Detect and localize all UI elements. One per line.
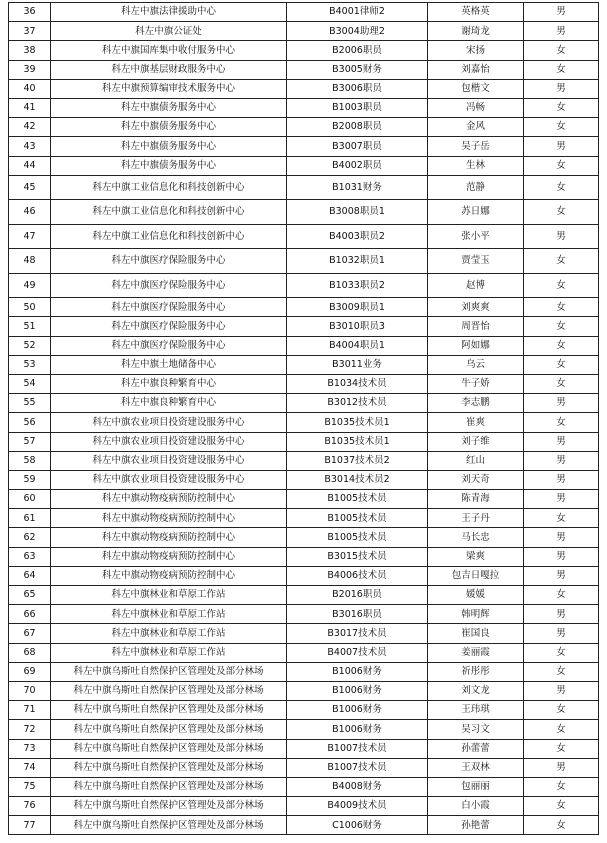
row-number-cell: 65 (9, 586, 51, 605)
position-cell: B4008财务 (287, 777, 428, 796)
table-row (9, 720, 599, 739)
row-number-cell: 52 (9, 336, 51, 355)
unit-cell: 科左中旗基层财政服务中心 (51, 60, 287, 79)
row-number-cell: 67 (9, 624, 51, 643)
sex-cell: 男 (524, 3, 599, 22)
sex-cell: 女 (524, 200, 599, 225)
unit-cell: 科左中旗良种繁育中心 (51, 394, 287, 413)
table-row (9, 470, 599, 489)
unit-cell: 科左中旗动物疫病预防控制中心 (51, 528, 287, 547)
row-number-cell: 38 (9, 41, 51, 60)
table-row (9, 374, 599, 393)
row-number-cell: 47 (9, 224, 51, 249)
name-cell: 乌云 (428, 355, 524, 374)
position-cell: B1006财务 (287, 681, 428, 700)
name-cell: 李志鹏 (428, 394, 524, 413)
table-row (9, 643, 599, 662)
table-row (9, 451, 599, 470)
sex-cell: 男 (524, 624, 599, 643)
row-number-cell: 64 (9, 566, 51, 585)
row-number-cell: 63 (9, 547, 51, 566)
name-cell: 陈青海 (428, 490, 524, 509)
unit-cell: 科左中旗动物疫病预防控制中心 (51, 566, 287, 585)
position-cell: B2008职员 (287, 118, 428, 137)
sex-cell: 男 (524, 605, 599, 624)
row-number-cell: 36 (9, 3, 51, 22)
name-cell: 包吉日嘎拉 (428, 566, 524, 585)
position-cell: B1006财务 (287, 701, 428, 720)
unit-cell: 科左中旗乌斯吐自然保护区管理处及部分林场 (51, 758, 287, 777)
unit-cell: 科左中旗乌斯吐自然保护区管理处及部分林场 (51, 681, 287, 700)
name-cell: 宋扬 (428, 41, 524, 60)
unit-cell: 科左中旗农业项目投资建设服务中心 (51, 432, 287, 451)
name-cell: 姜丽霞 (428, 643, 524, 662)
row-number-cell: 77 (9, 816, 51, 835)
row-number-cell: 72 (9, 720, 51, 739)
sex-cell: 女 (524, 249, 599, 274)
table-row (9, 118, 599, 137)
row-number-cell: 43 (9, 137, 51, 156)
position-cell: C1006财务 (287, 816, 428, 835)
sex-cell: 女 (524, 662, 599, 681)
name-cell: 崔国良 (428, 624, 524, 643)
unit-cell: 科左中旗良种繁育中心 (51, 374, 287, 393)
table-row (9, 22, 599, 41)
unit-cell: 科左中旗工业信息化和科技创新中心 (51, 200, 287, 225)
row-number-cell: 56 (9, 413, 51, 432)
table-row (9, 336, 599, 355)
sex-cell: 女 (524, 509, 599, 528)
sex-cell: 女 (524, 98, 599, 117)
sex-cell: 女 (524, 374, 599, 393)
unit-cell: 科左中旗林业和草原工作站 (51, 643, 287, 662)
name-cell: 王双林 (428, 758, 524, 777)
unit-cell: 科左中旗工业信息化和科技创新中心 (51, 175, 287, 200)
name-cell: 刘嘉怡 (428, 60, 524, 79)
table-row (9, 175, 599, 200)
name-cell: 马长忠 (428, 528, 524, 547)
position-cell: B1003职员 (287, 98, 428, 117)
sex-cell: 女 (524, 156, 599, 175)
unit-cell: 科左中旗农业项目投资建设服务中心 (51, 451, 287, 470)
position-cell: B1007技术员 (287, 739, 428, 758)
sex-cell: 女 (524, 701, 599, 720)
table-row (9, 273, 599, 298)
sex-cell: 男 (524, 432, 599, 451)
table-row (9, 739, 599, 758)
position-cell: B1037技术员2 (287, 451, 428, 470)
row-number-cell: 45 (9, 175, 51, 200)
table-row (9, 224, 599, 249)
row-number-cell: 59 (9, 470, 51, 489)
position-cell: B3016职员 (287, 605, 428, 624)
name-cell: 媛媛 (428, 586, 524, 605)
unit-cell: 科左中旗乌斯吐自然保护区管理处及部分林场 (51, 701, 287, 720)
sex-cell: 男 (524, 137, 599, 156)
name-cell: 冯畅 (428, 98, 524, 117)
row-number-cell: 49 (9, 273, 51, 298)
position-cell: B3011业务 (287, 355, 428, 374)
sex-cell: 男 (524, 528, 599, 547)
name-cell: 生林 (428, 156, 524, 175)
unit-cell: 科左中旗公证处 (51, 22, 287, 41)
table-row (9, 298, 599, 317)
table-row (9, 777, 599, 796)
table-row (9, 137, 599, 156)
position-cell: B1007技术员 (287, 758, 428, 777)
position-cell: B3012技术员 (287, 394, 428, 413)
row-number-cell: 50 (9, 298, 51, 317)
sex-cell: 女 (524, 739, 599, 758)
position-cell: B3017技术员 (287, 624, 428, 643)
position-cell: B3004助理2 (287, 22, 428, 41)
name-cell: 张小平 (428, 224, 524, 249)
position-cell: B1035技术员1 (287, 413, 428, 432)
position-cell: B3006职员 (287, 79, 428, 98)
row-number-cell: 51 (9, 317, 51, 336)
unit-cell: 科左中旗乌斯吐自然保护区管理处及部分林场 (51, 662, 287, 681)
unit-cell: 科左中旗债务服务中心 (51, 98, 287, 117)
unit-cell: 科左中旗动物疫病预防控制中心 (51, 547, 287, 566)
row-number-cell: 48 (9, 249, 51, 274)
sex-cell: 女 (524, 355, 599, 374)
sex-cell: 男 (524, 451, 599, 470)
unit-cell: 科左中旗林业和草原工作站 (51, 605, 287, 624)
position-cell: B1034技术员 (287, 374, 428, 393)
unit-cell: 科左中旗农业项目投资建设服务中心 (51, 413, 287, 432)
sex-cell: 男 (524, 490, 599, 509)
row-number-cell: 58 (9, 451, 51, 470)
sex-cell: 女 (524, 797, 599, 816)
sex-cell: 男 (524, 22, 599, 41)
name-cell: 韩明辉 (428, 605, 524, 624)
row-number-cell: 55 (9, 394, 51, 413)
name-cell: 崔爽 (428, 413, 524, 432)
name-cell: 贾莹玉 (428, 249, 524, 274)
table-row (9, 60, 599, 79)
name-cell: 刘天奇 (428, 470, 524, 489)
unit-cell: 科左中旗医疗保险服务中心 (51, 249, 287, 274)
table-row (9, 701, 599, 720)
unit-cell: 科左中旗乌斯吐自然保护区管理处及部分林场 (51, 777, 287, 796)
table-row (9, 413, 599, 432)
position-cell: B4009技术员 (287, 797, 428, 816)
row-number-cell: 71 (9, 701, 51, 720)
row-number-cell: 40 (9, 79, 51, 98)
name-cell: 刘爽爽 (428, 298, 524, 317)
unit-cell: 科左中旗医疗保险服务中心 (51, 273, 287, 298)
unit-cell: 科左中旗林业和草原工作站 (51, 586, 287, 605)
sex-cell: 女 (524, 273, 599, 298)
row-number-cell: 53 (9, 355, 51, 374)
position-cell: B3014技术员2 (287, 470, 428, 489)
sex-cell: 女 (524, 586, 599, 605)
table-row (9, 317, 599, 336)
position-cell: B2016职员 (287, 586, 428, 605)
position-cell: B4003职员2 (287, 224, 428, 249)
unit-cell: 科左中旗预算编审技术服务中心 (51, 79, 287, 98)
position-cell: B3005财务 (287, 60, 428, 79)
position-cell: B3015技术员 (287, 547, 428, 566)
row-number-cell: 69 (9, 662, 51, 681)
unit-cell: 科左中旗国库集中收付服务中心 (51, 41, 287, 60)
row-number-cell: 57 (9, 432, 51, 451)
row-number-cell: 46 (9, 200, 51, 225)
unit-cell: 科左中旗债务服务中心 (51, 156, 287, 175)
sex-cell: 女 (524, 816, 599, 835)
sex-cell: 女 (524, 317, 599, 336)
position-cell: B1005技术员 (287, 528, 428, 547)
table-row (9, 547, 599, 566)
table-row (9, 528, 599, 547)
name-cell: 苏日娜 (428, 200, 524, 225)
table-row (9, 79, 599, 98)
position-cell: B4006技术员 (287, 566, 428, 585)
position-cell: B4004职员1 (287, 336, 428, 355)
name-cell: 包楷文 (428, 79, 524, 98)
table-row (9, 586, 599, 605)
unit-cell: 科左中旗医疗保险服务中心 (51, 336, 287, 355)
sex-cell: 女 (524, 777, 599, 796)
row-number-cell: 41 (9, 98, 51, 117)
name-cell: 牛子娇 (428, 374, 524, 393)
table-row (9, 624, 599, 643)
sex-cell: 男 (524, 681, 599, 700)
unit-cell: 科左中旗乌斯吐自然保护区管理处及部分林场 (51, 739, 287, 758)
name-cell: 吴习文 (428, 720, 524, 739)
name-cell: 周晋怡 (428, 317, 524, 336)
table-row (9, 662, 599, 681)
unit-cell: 科左中旗工业信息化和科技创新中心 (51, 224, 287, 249)
table-row (9, 432, 599, 451)
table-row (9, 41, 599, 60)
sex-cell: 男 (524, 470, 599, 489)
sex-cell: 男 (524, 758, 599, 777)
position-cell: B1033职员2 (287, 273, 428, 298)
position-cell: B3007职员 (287, 137, 428, 156)
row-number-cell: 54 (9, 374, 51, 393)
row-number-cell: 74 (9, 758, 51, 777)
table-body (9, 3, 599, 835)
sex-cell: 女 (524, 41, 599, 60)
name-cell: 范静 (428, 175, 524, 200)
name-cell: 刘文龙 (428, 681, 524, 700)
table-row (9, 605, 599, 624)
row-number-cell: 37 (9, 22, 51, 41)
sex-cell: 女 (524, 720, 599, 739)
unit-cell: 科左中旗乌斯吐自然保护区管理处及部分林场 (51, 720, 287, 739)
position-cell: B3008职员1 (287, 200, 428, 225)
sex-cell: 男 (524, 79, 599, 98)
name-cell: 红山 (428, 451, 524, 470)
position-cell: B1035技术员1 (287, 432, 428, 451)
unit-cell: 科左中旗医疗保险服务中心 (51, 298, 287, 317)
row-number-cell: 68 (9, 643, 51, 662)
table-row (9, 490, 599, 509)
position-cell: B3009职员1 (287, 298, 428, 317)
position-cell: B1032职员1 (287, 249, 428, 274)
table-row (9, 98, 599, 117)
sex-cell: 女 (524, 118, 599, 137)
row-number-cell: 62 (9, 528, 51, 547)
table-row (9, 355, 599, 374)
row-number-cell: 73 (9, 739, 51, 758)
name-cell: 阿如娜 (428, 336, 524, 355)
name-cell: 吴子岳 (428, 137, 524, 156)
row-number-cell: 70 (9, 681, 51, 700)
unit-cell: 科左中旗法律援助中心 (51, 3, 287, 22)
name-cell: 包丽丽 (428, 777, 524, 796)
sex-cell: 女 (524, 298, 599, 317)
table-row (9, 758, 599, 777)
name-cell: 金风 (428, 118, 524, 137)
name-cell: 英格英 (428, 3, 524, 22)
name-cell: 孙艳蕾 (428, 816, 524, 835)
table-row (9, 200, 599, 225)
unit-cell: 科左中旗动物疫病预防控制中心 (51, 509, 287, 528)
unit-cell: 科左中旗债务服务中心 (51, 137, 287, 156)
sex-cell: 男 (524, 547, 599, 566)
unit-cell: 科左中旗土地储备中心 (51, 355, 287, 374)
sex-cell: 男 (524, 566, 599, 585)
table-row (9, 156, 599, 175)
sex-cell: 男 (524, 394, 599, 413)
position-cell: B4001律师2 (287, 3, 428, 22)
unit-cell: 科左中旗乌斯吐自然保护区管理处及部分林场 (51, 816, 287, 835)
unit-cell: 科左中旗林业和草原工作站 (51, 624, 287, 643)
row-number-cell: 75 (9, 777, 51, 796)
unit-cell: 科左中旗乌斯吐自然保护区管理处及部分林场 (51, 797, 287, 816)
position-cell: B4002职员 (287, 156, 428, 175)
table-row (9, 797, 599, 816)
row-number-cell: 60 (9, 490, 51, 509)
sex-cell: 女 (524, 643, 599, 662)
name-cell: 王子丹 (428, 509, 524, 528)
sex-cell: 女 (524, 60, 599, 79)
table-row (9, 3, 599, 22)
position-cell: B3010职员3 (287, 317, 428, 336)
unit-cell: 科左中旗动物疫病预防控制中心 (51, 490, 287, 509)
name-cell: 梁爽 (428, 547, 524, 566)
position-cell: B1005技术员 (287, 490, 428, 509)
sex-cell: 女 (524, 413, 599, 432)
name-cell: 刘子维 (428, 432, 524, 451)
name-cell: 孙蕾蕾 (428, 739, 524, 758)
sex-cell: 女 (524, 175, 599, 200)
sex-cell: 女 (524, 336, 599, 355)
position-cell: B1031财务 (287, 175, 428, 200)
name-cell: 谢琦龙 (428, 22, 524, 41)
table-row (9, 509, 599, 528)
position-cell: B2006职员 (287, 41, 428, 60)
row-number-cell: 61 (9, 509, 51, 528)
position-cell: B1005技术员 (287, 509, 428, 528)
name-cell: 祈彤彤 (428, 662, 524, 681)
name-cell: 王玮琪 (428, 701, 524, 720)
position-cell: B1006财务 (287, 720, 428, 739)
row-number-cell: 39 (9, 60, 51, 79)
unit-cell: 科左中旗医疗保险服务中心 (51, 317, 287, 336)
name-cell: 赵博 (428, 273, 524, 298)
row-number-cell: 44 (9, 156, 51, 175)
table-row (9, 566, 599, 585)
position-cell: B4007技术员 (287, 643, 428, 662)
table-row (9, 394, 599, 413)
table-row (9, 249, 599, 274)
table-row (9, 681, 599, 700)
unit-cell: 科左中旗债务服务中心 (51, 118, 287, 137)
table-row (9, 816, 599, 835)
row-number-cell: 76 (9, 797, 51, 816)
position-cell: B1006财务 (287, 662, 428, 681)
unit-cell: 科左中旗农业项目投资建设服务中心 (51, 470, 287, 489)
personnel-table (8, 2, 599, 835)
row-number-cell: 42 (9, 118, 51, 137)
name-cell: 白小霞 (428, 797, 524, 816)
sex-cell: 男 (524, 224, 599, 249)
row-number-cell: 66 (9, 605, 51, 624)
